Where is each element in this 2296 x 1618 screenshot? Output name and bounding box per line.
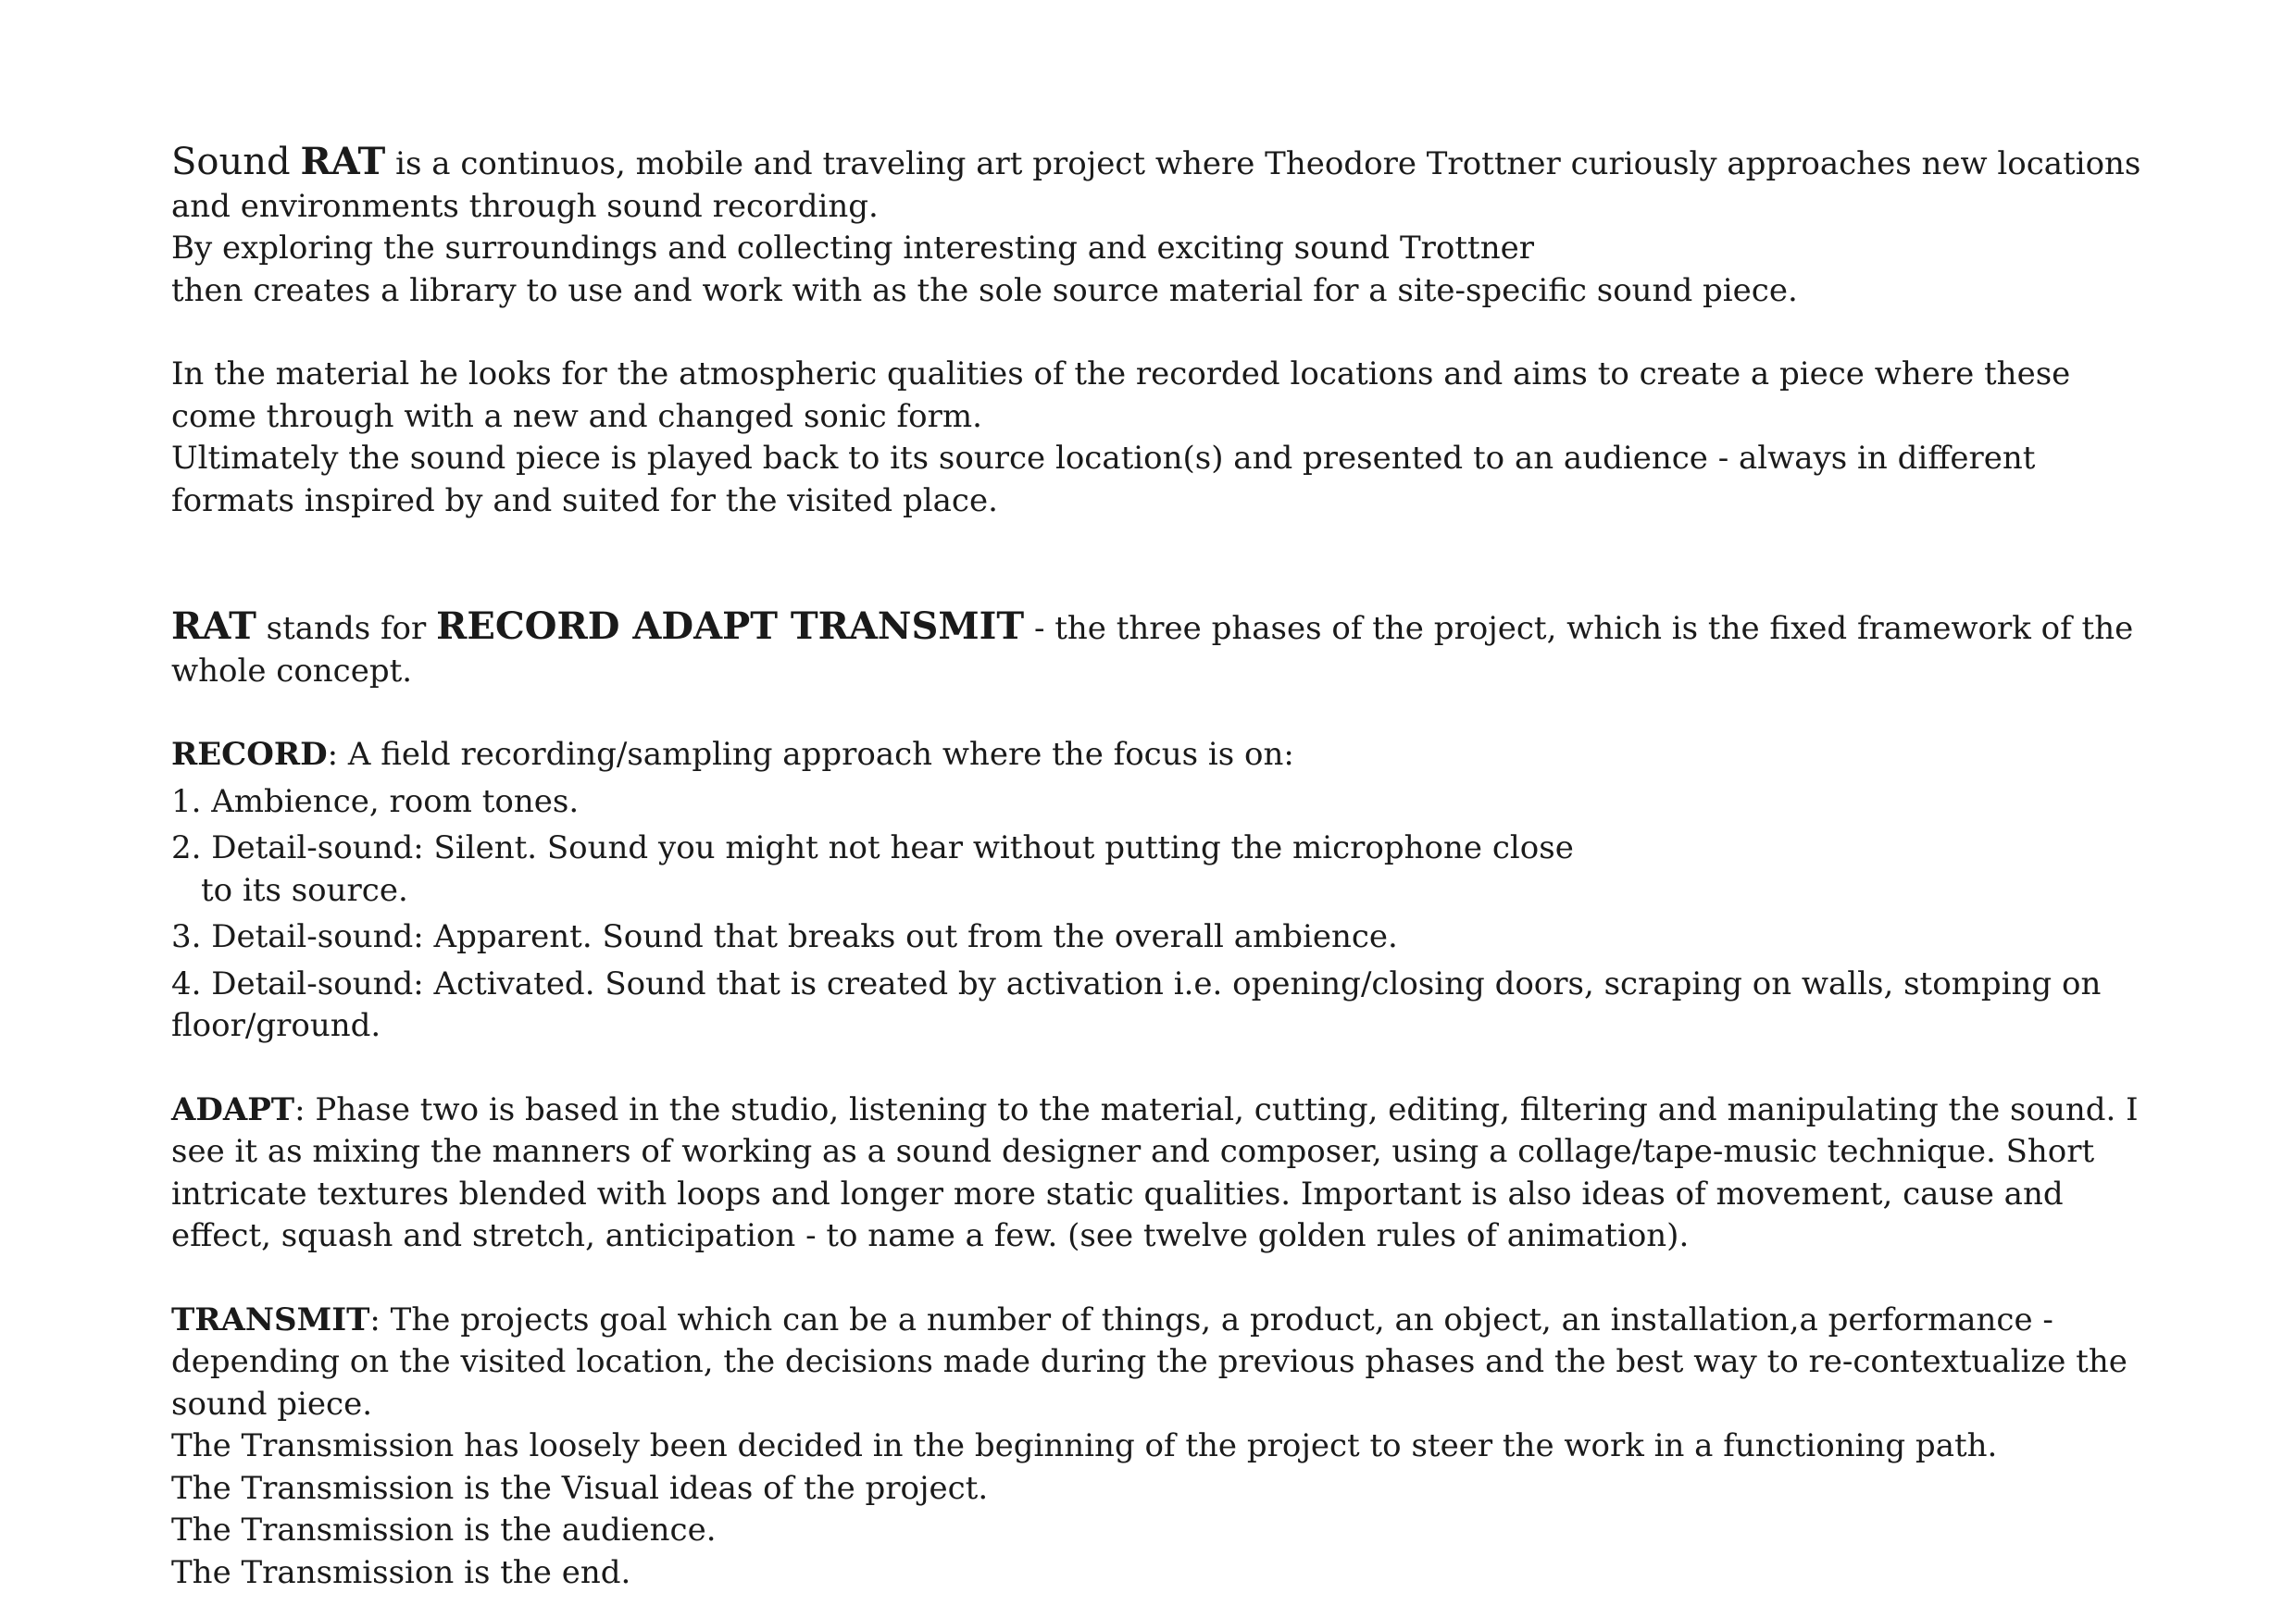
record-item-1: 1. Ambience, room tones. bbox=[171, 782, 580, 820]
intro-line-2: By exploring the surroundings and collecting interesting and exciting sound Trottner bbox=[171, 230, 1534, 267]
transmit-line-4: The Transmission is the end. bbox=[171, 1553, 631, 1591]
record-item-2: 2. Detail-sound: Silent. Sound you might not hear without putting the microphone close bbox=[171, 829, 1574, 866]
transmit-text: : The projects goal which can be a number of things, a product, an object, an installation,a performance - depending on the visited location, the decisions made during the previous phases and the best way to re-contextualize the sound piece. bbox=[171, 1301, 2128, 1423]
transmit-line-3: The Transmission is the audience. bbox=[171, 1512, 717, 1549]
acronym-rat: RAT bbox=[171, 604, 256, 648]
transmit-paragraph bbox=[171, 1300, 2162, 1426]
adapt-paragraph bbox=[171, 1089, 2162, 1258]
transmit-line-1: The Transmission has loosely been decided in the beginning of the project to steer the work in a functioning path. bbox=[171, 1427, 1998, 1464]
intro-line-3: then creates a library to use and work with as the sole source material for a site-specific sound piece. bbox=[171, 271, 1798, 309]
acronym-line bbox=[171, 605, 2162, 692]
adapt-text: : Phase two is based in the studio, listening to the material, cutting, editing, filtering and manipulating the sound. I see it as mixing the manners of working as a sound designer and composer, using a collage/tape-music technique. Short intricate textures blended with loops and longer more static qualities. Important is also ideas of movement, cause and effect, squash and stretch, anticipation - to name a few. (see twelve golden rules of animation). bbox=[171, 1090, 2139, 1254]
material-paragraph-2: Ultimately the sound piece is played back to its source location(s) and presented to an audience - always in different formats inspired by and suited for the visited place. bbox=[171, 440, 2036, 519]
record-heading bbox=[171, 734, 2162, 777]
sound-word: Sound bbox=[171, 141, 291, 183]
spacer bbox=[171, 1048, 2162, 1089]
record-item-2-continued: to its source. bbox=[201, 871, 408, 909]
record-intro: : A field recording/sampling approach where the focus is on: bbox=[327, 736, 1294, 773]
record-label: RECORD bbox=[171, 736, 328, 773]
acronym-stands-for: stands for bbox=[266, 610, 427, 647]
acronym-rest: - the three phases of the project, which is the fixed framework of the whole concept. bbox=[171, 610, 2134, 690]
record-item-4: 4. Detail-sound: Activated. Sound that is created by activation i.e. opening/closing doors, scraping on walls, stomping on floor/ground. bbox=[171, 965, 2102, 1044]
transmit-line-2: The Transmission is the Visual ideas of the project. bbox=[171, 1469, 989, 1507]
rat-word: RAT bbox=[300, 140, 386, 183]
acronym-full: RECORD ADAPT TRANSMIT bbox=[436, 604, 1025, 648]
adapt-label: ADAPT bbox=[171, 1090, 295, 1128]
transmit-label: TRANSMIT bbox=[171, 1301, 370, 1338]
material-paragraph-1: In the material he looks for the atmospheric qualities of the recorded locations and aims to create a piece where these come through with a new and changed sonic form. bbox=[171, 355, 2071, 435]
record-item-3: 3. Detail-sound: Apparent. Sound that breaks out from the overall ambience. bbox=[171, 918, 1398, 955]
spacer bbox=[171, 692, 2162, 734]
intro-paragraph bbox=[171, 141, 2162, 228]
intro-line-1: is a continuos, mobile and traveling art project where Theodore Trottner curiously approaches new locations and environments through sound recording. bbox=[171, 145, 2141, 225]
spacer bbox=[171, 1258, 2162, 1300]
document-page bbox=[171, 141, 2162, 1594]
spacer bbox=[171, 312, 2162, 354]
spacer bbox=[171, 522, 2162, 605]
